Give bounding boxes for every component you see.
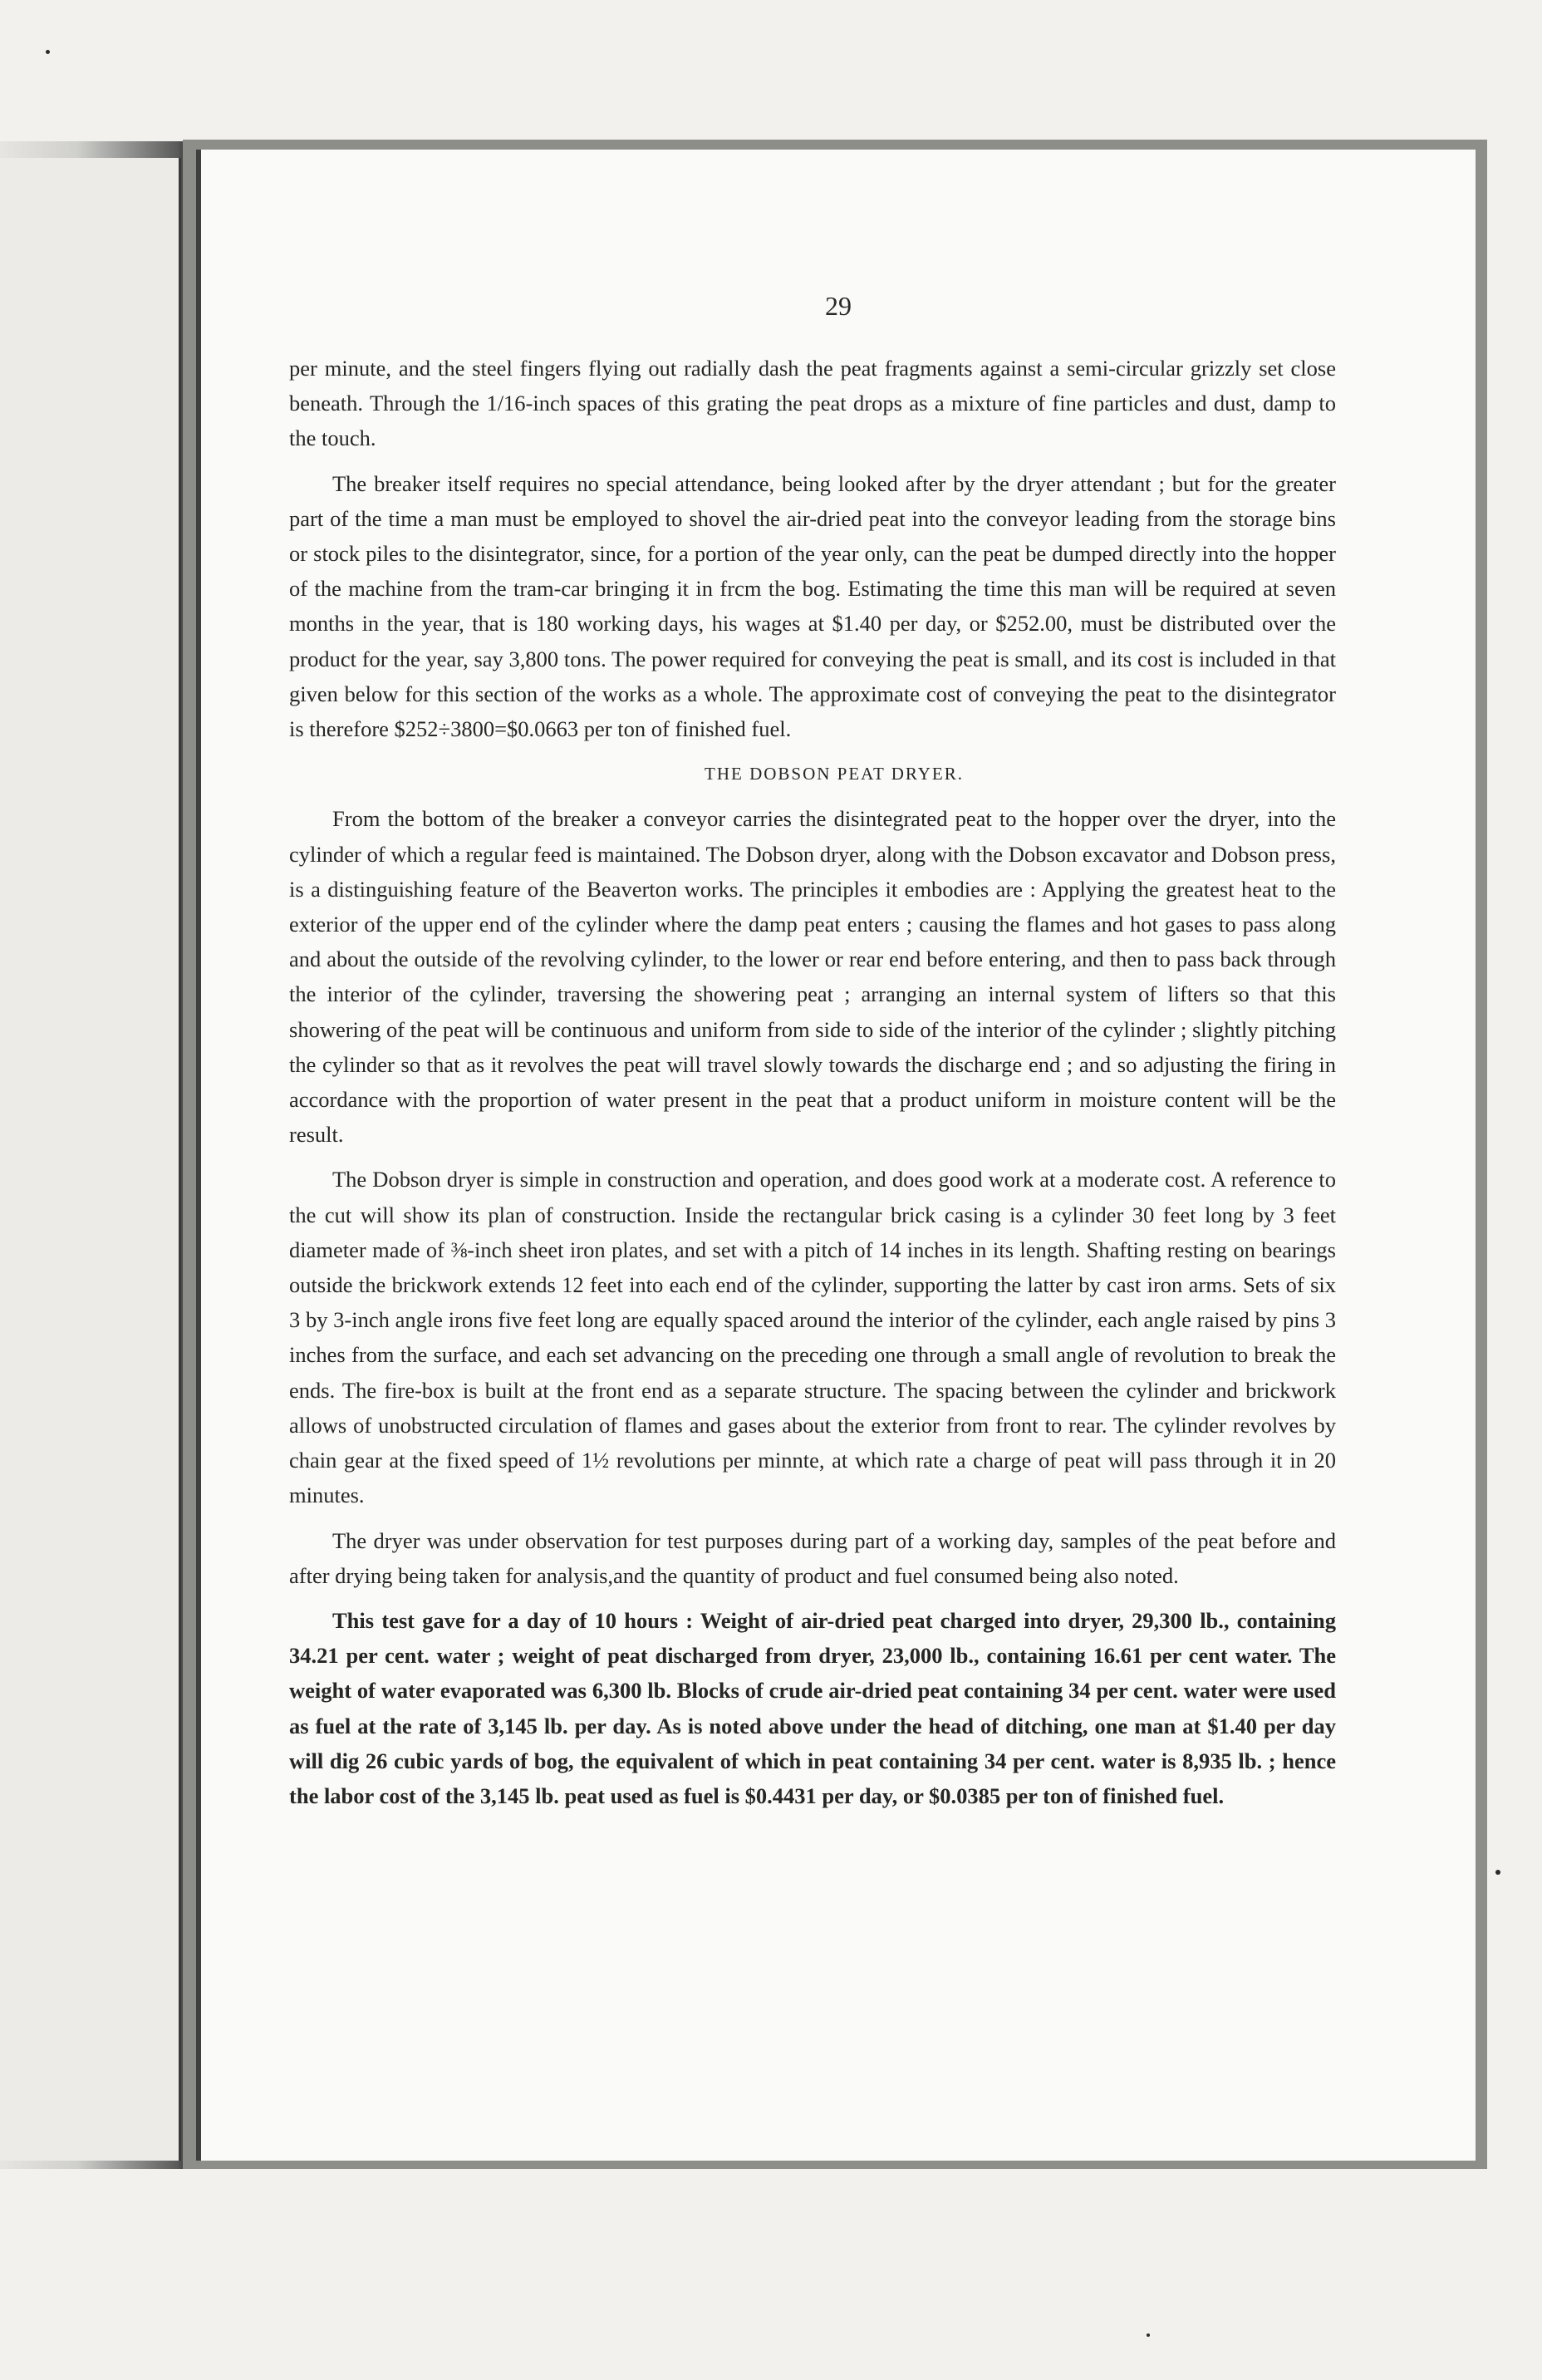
page-number: 29 (825, 291, 852, 321)
dust-speck (46, 50, 50, 54)
paragraph-3: From the bottom of the breaker a conveyor carries the disintegrated peat to the hopper over the dryer, into the cylinder of which a regular feed is maintained. The Dobson dryer, along with the Dobson excavator and Dobson press, is a distinguishing feature of the Beaverton works. The principles it embodies are : Applying the greatest heat to the exterior of the upper end of the cylinder where the damp peat enters ; causing the flames and hot gases to pass along and about the outside of the revolving cylinder, to the lower or rear end before entering, and then to pass back through the interior of the cylinder, traversing the showering peat ; arranging an internal system of lifters so that this showering of the peat will be continuous and uniform from side to side of the interior of the cylinder ; slightly pitching the cylinder so that as it revolves the peat will travel slowly towards the discharge end ; and so adjusting the firing in accordance with the proportion of water present in the peat that a product uniform in moisture content will be the result. (289, 806, 1336, 1148)
paragraph-6: This test gave for a day of 10 hours : Weight of air-dried peat charged into dryer, 29,300 lb., containing 34.21 per cent. water ; weight of peat discharged from dryer, 23,000 lb., containing 16.61 per cent water. The weight of water evaporated was 6,300 lb. Blocks of crude air-dried peat containing 34 per cent. water were used as fuel at the rate of 3,145 lb. per day. As is noted above under the head of ditching, one man at $1.40 per day will dig 26 cubic yards of bog, the equivalent of which in peat containing 34 per cent. water is 8,935 lb. ; hence the labor cost of the 3,145 lb. peat used as fuel is $0.4431 per day, or $0.0385 per ton of finished fuel. (289, 1607, 1336, 1808)
previous-page-edge (0, 158, 181, 2161)
paragraph-2: The breaker itself requires no special attendance, being looked after by the dryer attendant ; but for the greater part of the time a man must be employed to shovel the air-dried peat into the conveyor leading from the storage bins or stock piles to the disintegrator, since, for a portion of the year only, can the peat be dumped directly into the hopper of the machine from the tram-car bringing it in frcm the bog. Estimating the time this man will be required at seven months in the year, that is 180 working days, his wages at $1.40 per day, or $252.00, must be distributed over the product for the year, say 3,800 tons. The power required for conveying the peat is small, and its cost is included in that given below for this section of the works as a whole. The approximate cost of conveying the peat to the disintegrator is therefore $252÷3800=$0.0663 per ton of finished fuel. (289, 470, 1336, 742)
book-page (196, 150, 1476, 2161)
paragraph-4: The Dobson dryer is simple in construction and operation, and does good work at a moderate cost. A reference to the cut will show its plan of construction. Inside the rectangular brick casing is a cylinder 30 feet long by 3 feet diameter made of ⅜-inch sheet iron plates, and set with a pitch of 14 inches in its length. Shafting resting on bearings outside the brickwork extends 12 feet into each end of the cylinder, supporting the latter by cast iron arms. Sets of six 3 by 3-inch angle irons five feet long are equally spaced around the interior of the cylinder, each angle raised by pins 3 inches from the surface, and each set advancing on the preceding one through a small angle of revolution to break the ends. The fire-box is built at the front end as a separate structure. The spacing between the cylinder and brickwork allows of unobstructed circulation of flames and gases about the exterior from front to rear. The cylinder revolves by chain gear at the fixed speed of 1½ revolutions per minnte, at which rate a charge of peat will pass through it in 20 minutes. (289, 1167, 1336, 1508)
dust-speck (1495, 1870, 1500, 1875)
paragraph-5: The dryer was under observation for test purposes during part of a working day, samples of the peat before and after drying being taken for analysis,and the quantity of product and fuel consumed being also noted. (289, 1527, 1336, 1588)
paragraph-1: per minute, and the steel fingers flying out radially dash the peat fragments against a semi-circular grizzly set close beneath. Through the 1/16-inch spaces of this grating the peat drops as a mixture of fine particles and dust, damp to the touch. (289, 356, 1336, 451)
section-heading: THE DOBSON PEAT DRYER. (705, 764, 964, 784)
dust-speck (1147, 2333, 1150, 2337)
page-body (289, 351, 1336, 1823)
